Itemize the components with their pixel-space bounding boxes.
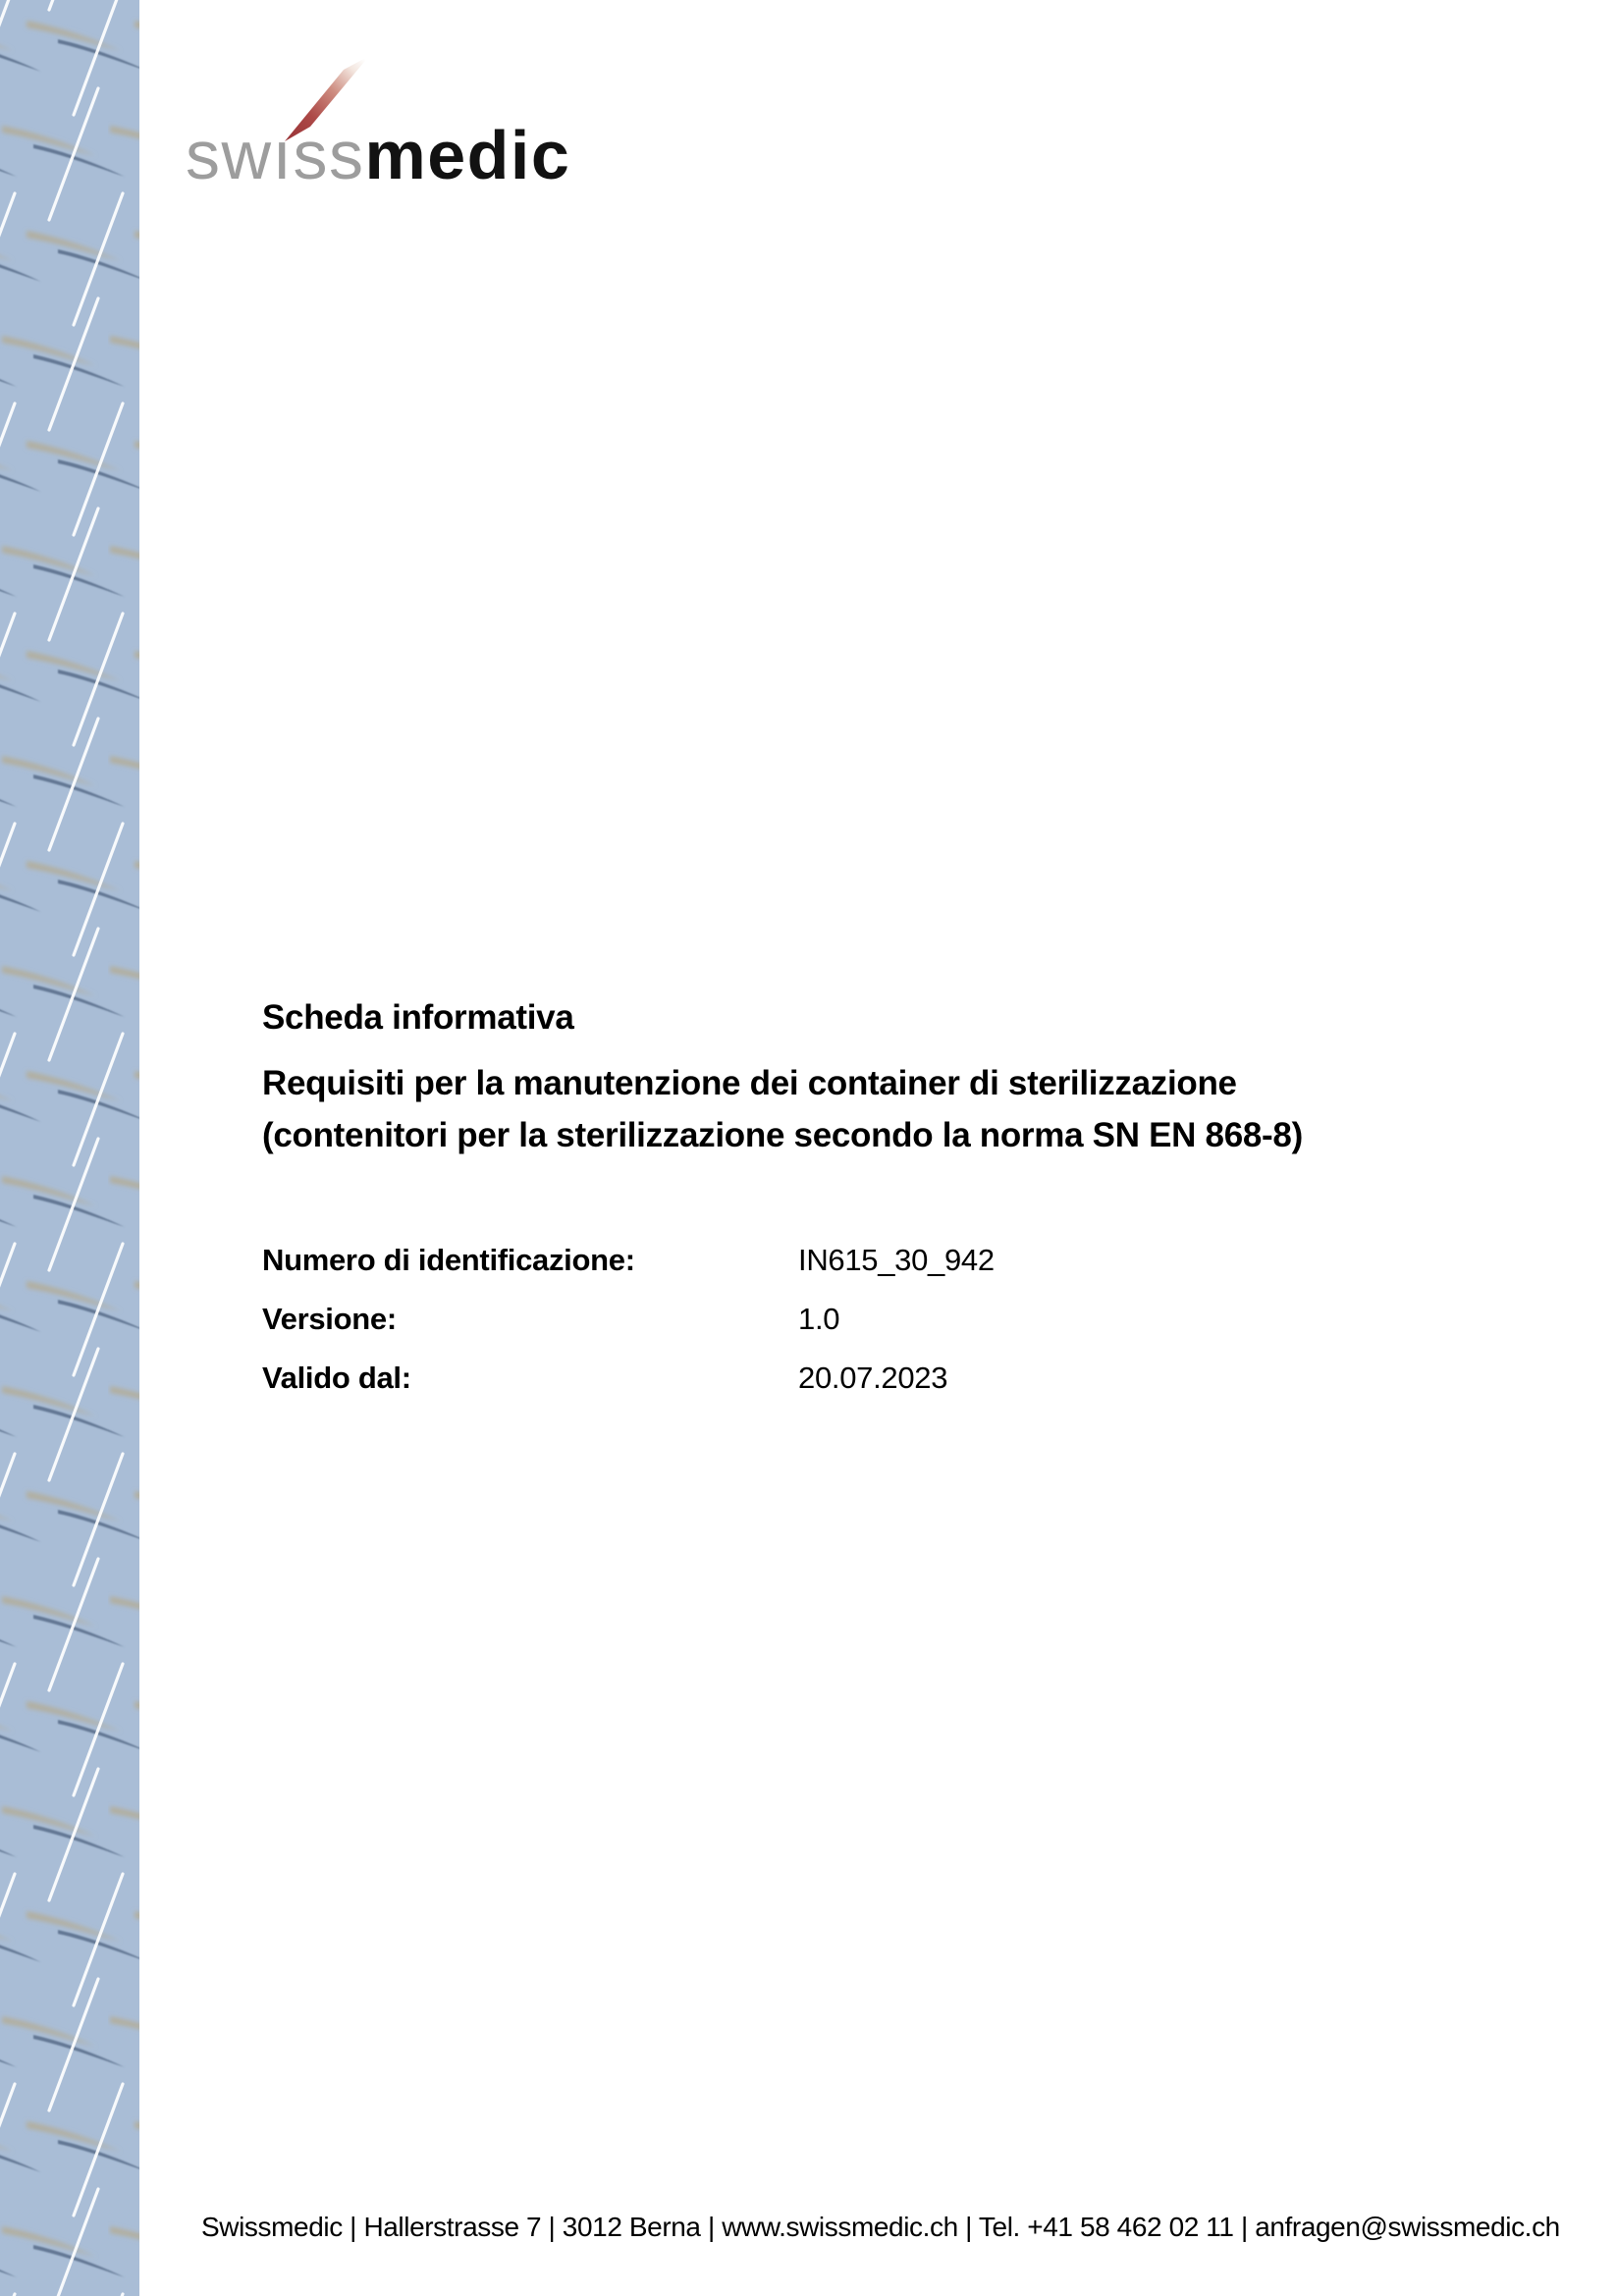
metadata-row-version: [262, 1302, 995, 1337]
field-label: Numero di identificazione:: [262, 1243, 635, 1277]
metadata-row-identification: [262, 1243, 995, 1278]
metadata-table: [262, 1243, 995, 1419]
logo-wordmark-swiss: swıss: [186, 117, 365, 193]
field-label: Valido dal:: [262, 1361, 411, 1395]
field-value: 1.0: [798, 1302, 840, 1336]
doc-kind-heading: Scheda informativa: [262, 998, 574, 1037]
swissmedic-logo: [0, 0, 609, 226]
doc-title-line2: (contenitori per la sterilizzazione secondo la norma SN EN 868-8): [262, 1116, 1303, 1154]
logo-wordmark-medic: medic: [364, 117, 571, 193]
field-value: 20.07.2023: [798, 1361, 948, 1395]
footer-contact-line: Swissmedic | Hallerstrasse 7 | 3012 Berna | www.swissmedic.ch | Tel. +41 58 462 02 11 | anfragen@swissmedic.ch: [201, 2212, 1560, 2242]
field-label: Versione:: [262, 1302, 397, 1336]
metadata-row-valid-from: [262, 1361, 995, 1396]
doc-title-line1: Requisiti per la manutenzione dei container di sterilizzazione: [262, 1064, 1237, 1102]
doc-title: [262, 1057, 1303, 1161]
logo-wordmark: [186, 117, 571, 193]
decorative-left-band: [0, 0, 139, 2296]
field-value: IN615_30_942: [798, 1243, 995, 1277]
